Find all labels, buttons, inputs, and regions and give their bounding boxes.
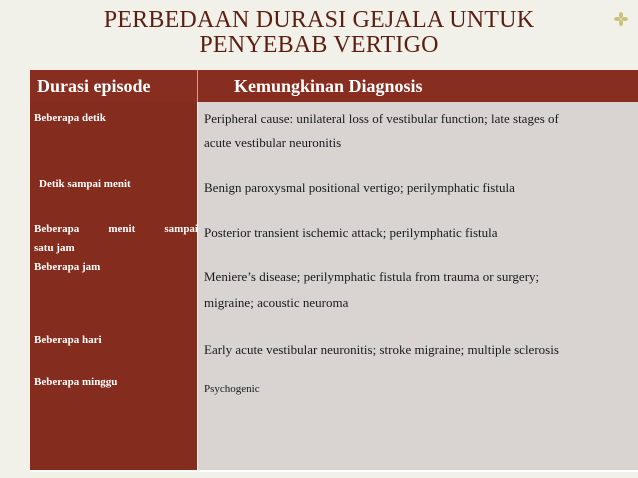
duration-cell-6: Beberapa minggu <box>34 376 118 388</box>
header-diagnosis: Kemungkinan Diagnosis <box>234 76 423 96</box>
four-petal-ornament-icon <box>614 12 628 26</box>
duration-cell-2: Detik sampai menit <box>39 178 131 190</box>
slide-title <box>0 8 638 58</box>
diagnosis-cell-6: Psychogenic <box>204 383 260 395</box>
diagnosis-cell-3: Posterior transient ischemic attack; perilymphatic fistula <box>204 225 498 240</box>
diagnosis-cell-5: Early acute vestibular neuronitis; stroke migraine; multiple sclerosis <box>204 342 559 357</box>
vertigo-duration-table <box>30 70 638 470</box>
duration-cell-3-line-1 <box>34 219 198 240</box>
slide-title-line-2: PENYEBAB VERTIGO <box>199 32 439 58</box>
duration-word: Beberapa <box>34 223 80 235</box>
duration-cell-3-line-2: satu jam <box>34 242 75 254</box>
diagnosis-cell-1-line-1: Peripheral cause: unilateral loss of vestibular function; late stages of <box>204 111 559 126</box>
duration-cell-1: Beberapa detik <box>34 112 106 124</box>
table-bottom-border <box>30 470 638 472</box>
header-duration: Durasi episode <box>37 76 151 96</box>
table-header <box>30 70 638 102</box>
header-divider <box>197 70 198 102</box>
duration-cell-4: Beberapa jam <box>34 261 101 273</box>
diagnosis-cell-4-line-1: Meniere’s disease; perilymphatic fistula from trauma or surgery; <box>204 269 540 284</box>
duration-cell-5: Beberapa hari <box>34 334 102 346</box>
duration-word: menit <box>108 223 136 235</box>
diagnosis-cell-2: Benign paroxysmal positional vertigo; perilymphatic fistula <box>204 180 515 195</box>
diagnosis-cell-4-line-2: migraine; acoustic neuroma <box>204 295 349 310</box>
slide-title-line-1: PERBEDAAN DURASI GEJALA UNTUK <box>103 7 535 33</box>
duration-column <box>30 102 197 470</box>
duration-word: sampai <box>164 223 198 235</box>
diagnosis-cell-1-line-2: acute vestibular neuronitis <box>204 135 342 150</box>
